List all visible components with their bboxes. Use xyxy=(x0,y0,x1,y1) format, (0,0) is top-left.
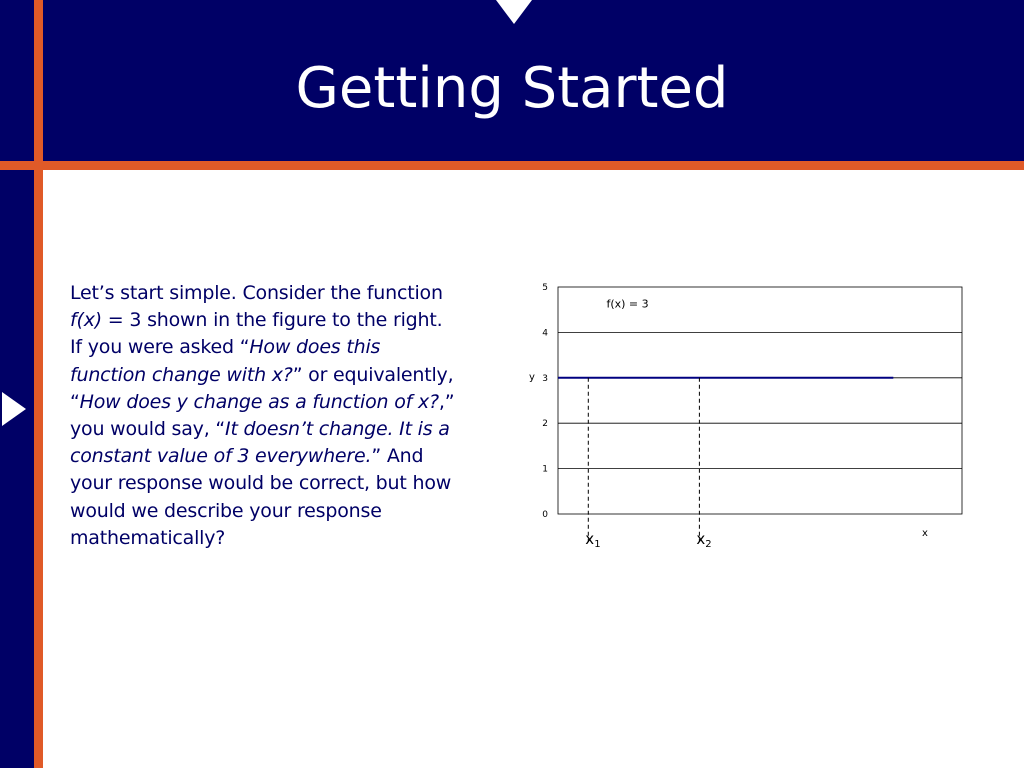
body-line xyxy=(70,389,515,416)
italic-run: How does this xyxy=(249,336,381,359)
text-run: would we describe your response xyxy=(70,499,382,522)
text-run: you would say, “ xyxy=(70,418,226,441)
y-tick-label: 0 xyxy=(542,510,548,520)
x-marker-subscript: 1 xyxy=(594,539,601,550)
body-paragraph xyxy=(70,280,515,552)
y-tick-label: 1 xyxy=(542,464,548,475)
body-line xyxy=(70,498,515,525)
body-line xyxy=(70,280,515,307)
italic-run: constant value of 3 everywhere. xyxy=(70,445,372,468)
x-marker-label xyxy=(696,530,711,550)
italic-run: How does y change as a function of x? xyxy=(79,390,439,413)
plot-area xyxy=(558,287,962,514)
text-run: = 3 shown in the figure to the right. xyxy=(101,309,443,332)
vertical-accent-rule xyxy=(34,0,43,768)
function-chart xyxy=(520,275,970,555)
x-marker-label xyxy=(585,530,600,550)
x-axis-label: x xyxy=(922,528,928,539)
text-run: “ xyxy=(70,390,80,413)
horizontal-accent-rule xyxy=(0,161,1024,170)
series-label: f(x) = 3 xyxy=(606,297,649,311)
body-line xyxy=(70,334,515,361)
body-line xyxy=(70,307,515,334)
body-line xyxy=(70,416,515,443)
x-marker-subscript: 2 xyxy=(705,539,712,550)
x-marker-main: x xyxy=(585,530,595,548)
body-line xyxy=(70,525,515,552)
y-tick-label: 3 xyxy=(542,373,548,384)
y-axis-label: y xyxy=(529,372,535,384)
body-line xyxy=(70,362,515,389)
text-run: If you were asked “ xyxy=(70,336,250,359)
italic-run: It doesn’t change. It is a xyxy=(225,418,450,441)
slide-title: Getting Started xyxy=(295,56,729,121)
y-tick-label: 4 xyxy=(542,328,548,339)
text-run: your response would be correct, but how xyxy=(70,472,452,495)
italic-run: function change with x? xyxy=(70,363,293,386)
italic-run: f(x) xyxy=(70,309,102,332)
y-tick-label: 2 xyxy=(542,419,548,430)
right-triangle-icon xyxy=(2,392,26,426)
body-line xyxy=(70,470,515,497)
left-sidebar-band xyxy=(0,162,34,768)
body-line xyxy=(70,443,515,470)
text-run: ” or equivalently, xyxy=(292,363,454,386)
text-run: mathematically? xyxy=(70,526,226,549)
down-triangle-icon xyxy=(496,0,532,24)
y-tick-label: 5 xyxy=(542,283,548,293)
text-run: ” And xyxy=(371,445,424,468)
text-run: ,” xyxy=(438,390,455,413)
x-marker-main: x xyxy=(696,530,706,548)
text-run: Let’s start simple. Consider the function xyxy=(70,282,443,304)
